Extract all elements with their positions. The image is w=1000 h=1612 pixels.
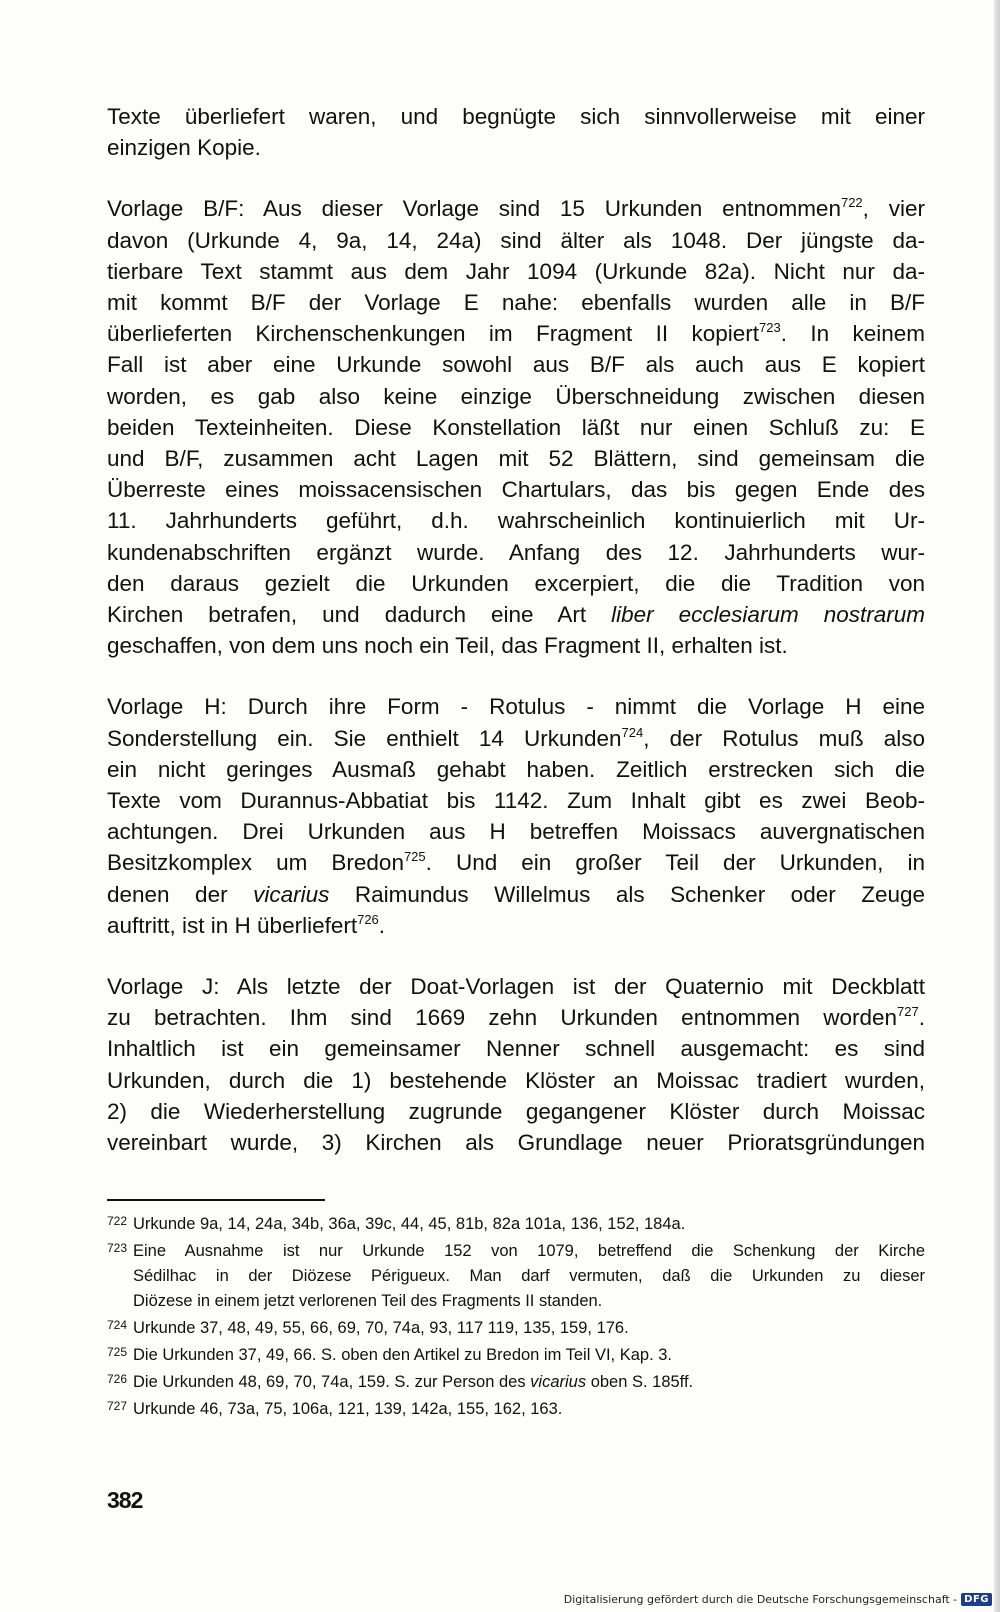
text-line: [107, 910, 925, 941]
text-line: ein nicht geringes Ausmaß gehabt haben. Zeitlich erstrecken sich die: [107, 756, 925, 782]
footnote-line: Diözese in einem jetzt verlorenen Teil des Fragments II standen.: [133, 1292, 603, 1310]
text-run: überlieferten Kirchenschenkungen im Fragment II kopiert: [107, 321, 760, 347]
paragraph: [107, 193, 925, 661]
text-line: 11. Jahrhunderts geführt, d.h. wahrscheinlich kontinuierlich mit Ur-: [107, 508, 925, 534]
footnote-line: Urkunde 9a, 14, 24a, 34b, 36a, 39c, 44, 45, 81b, 82a 101a, 136, 152, 184a.: [133, 1215, 686, 1233]
text-line: [107, 193, 925, 224]
text-run: , der Rotulus muß also: [643, 725, 925, 751]
text-line: achtungen. Drei Urkunden aus H betreffen Moissacs auvergnatischen: [107, 819, 925, 845]
text-run: .: [378, 912, 386, 938]
text-line: [107, 879, 925, 910]
footnote-text: [133, 1343, 925, 1368]
footnote-line: Die Urkunden 37, 49, 66. S. oben den Artikel zu Bredon im Teil VI, Kap. 3.: [133, 1346, 673, 1364]
text-line: Texte vom Durannus-Abbatiat bis 1142. Zum Inhalt gibt es zwei Beob-: [107, 788, 925, 814]
italic-term: vicarius: [253, 881, 330, 907]
footnote: [107, 1370, 925, 1395]
footnote-text: [133, 1397, 925, 1422]
text-line: davon (Urkunde 4, 9a, 14, 24a) sind älter als 1048. Der jüngste da-: [107, 227, 925, 253]
footnote: [107, 1212, 925, 1237]
footnote: [107, 1239, 925, 1314]
text-run: . Und ein großer Teil der Urkunden, in: [425, 850, 925, 876]
footnote-text: [133, 1316, 925, 1341]
footnote-text: [133, 1212, 925, 1237]
text-line: Inhaltlich ist ein gemeinsamer Nenner schnell ausgemacht: es sind: [107, 1036, 925, 1062]
text-run: zu betrachten. Ihm sind 1669 zehn Urkunden entnommen worden: [107, 1005, 898, 1031]
main-text: [107, 101, 925, 1188]
footnote: [107, 1343, 925, 1368]
page-edge-shadow: [994, 0, 1000, 1612]
text-run: , vier: [862, 196, 926, 222]
text-line: Vorlage H: Durch ihre Form - Rotulus - nimmt die Vorlage H eine: [107, 694, 925, 720]
text-line: Vorlage J: Als letzte der Doat-Vorlagen ist der Quaternio mit Deckblatt: [107, 974, 925, 1000]
text-run: Raimundus Willelmus als Schenker oder Zeuge: [329, 881, 926, 907]
paragraph: [107, 971, 925, 1158]
footnote-reference: 727: [897, 1004, 919, 1020]
text-line: den daraus gezielt die Urkunden excerpiert, die die Tradition von: [107, 570, 925, 596]
text-run: oben S. 185ff.: [586, 1373, 694, 1391]
footnote-line: Eine Ausnahme ist nur Urkunde 152 von 1079, betreffend die Schenkung der Kirche: [133, 1242, 925, 1260]
text-run: Besitzkomplex um Bredon: [107, 850, 404, 876]
paragraph: [107, 691, 925, 941]
footnote-line: [133, 1370, 925, 1395]
text-line: Fall ist aber eine Urkunde sowohl aus B/F als auch aus E kopiert: [107, 352, 925, 378]
footnote-line: Urkunde 46, 73a, 75, 106a, 121, 139, 142a, 155, 162, 163.: [133, 1400, 563, 1418]
digitization-banner: [564, 1593, 992, 1606]
text-line: [107, 599, 925, 630]
text-line: 2) die Wiederherstellung zugrunde gegangener Klöster durch Moissac: [107, 1098, 925, 1124]
text-run: Vorlage B/F: Aus dieser Vorlage sind 15 Urkunden entnommen: [107, 196, 841, 222]
footnote-separator: [107, 1199, 325, 1201]
text-line: Überreste eines moissacensischen Chartulars, das bis gegen Ende des: [107, 477, 925, 503]
text-run: Sonderstellung ein. Sie enthielt 14 Urkunden: [107, 725, 622, 751]
italic-term: liber ecclesiarum nostrarum: [611, 602, 925, 628]
footnote-reference: 723: [759, 320, 781, 336]
footnote-reference: 724: [621, 724, 644, 740]
text-line: vereinbart wurde, 3) Kirchen als Grundlage neuer Prioratsgründungen: [107, 1130, 925, 1156]
footnote: [107, 1316, 925, 1341]
footnote-number: 724: [107, 1318, 128, 1332]
text-line: [107, 847, 925, 878]
footnotes: [107, 1212, 925, 1424]
text-run: .: [918, 1005, 925, 1031]
text-line: einzigen Kopie.: [107, 135, 261, 161]
text-run: . In keinem: [780, 321, 925, 347]
text-line: Texte überliefert waren, und begnügte sich sinnvollerweise mit einer: [107, 104, 925, 129]
page-number: 382: [107, 1487, 143, 1513]
text-line: tierbare Text stammt aus dem Jahr 1094 (Urkunde 82a). Nicht nur da-: [107, 258, 925, 284]
footnote-number: 725: [107, 1345, 128, 1359]
footnote-number: 726: [107, 1372, 128, 1386]
text-line: Urkunden, durch die 1) bestehende Klöster an Moissac tradiert wurden,: [107, 1067, 925, 1093]
text-line: mit kommt B/F der Vorlage E nahe: ebenfalls wurden alle in B/F: [107, 290, 925, 316]
text-run: Kirchen betrafen, und dadurch eine Art: [107, 602, 612, 628]
text-run: Die Urkunden 48, 69, 70, 74a, 159. S. zur Person des: [133, 1373, 531, 1391]
dfg-logo-icon: DFG: [961, 1593, 992, 1606]
italic-term: vicarius: [530, 1373, 587, 1391]
footnote-number: 722: [107, 1214, 128, 1228]
footnote-reference: 725: [403, 849, 426, 865]
footnote: [107, 1397, 925, 1422]
footnote-line: Sédilhac in der Diözese Périgueux. Man darf vermuten, daß die Urkunden zu dieser: [133, 1267, 925, 1285]
text-line: kundenabschriften ergänzt wurde. Anfang des 12. Jahrhunderts wur-: [107, 539, 925, 565]
text-line: geschaffen, von dem uns noch ein Teil, das Fragment II, erhalten ist.: [107, 633, 788, 659]
footnote-line: Urkunde 37, 48, 49, 55, 66, 69, 70, 74a, 93, 117 119, 135, 159, 176.: [133, 1319, 629, 1337]
text-line: beiden Texteinheiten. Diese Konstellation läßt nur einen Schluß zu: E: [107, 414, 925, 440]
footnote-number: 723: [107, 1241, 128, 1255]
paragraph: [107, 101, 925, 163]
footnote-text: [133, 1370, 925, 1395]
text-line: [107, 318, 925, 349]
footnote-reference: 722: [840, 195, 863, 211]
text-run: auftritt, ist in H überliefert: [107, 912, 358, 938]
footnote-text: [133, 1239, 925, 1314]
text-line: und B/F, zusammen acht Lagen mit 52 Blättern, sind gemeinsam die: [107, 446, 925, 472]
text-line: [107, 723, 925, 754]
banner-text: Digitalisierung gefördert durch die Deutsche Forschungsgemeinschaft -: [563, 1593, 958, 1606]
text-line: [107, 1002, 925, 1033]
text-run: denen der: [107, 881, 254, 907]
footnote-number: 727: [107, 1399, 128, 1413]
footnote-reference: 726: [357, 911, 379, 927]
text-line: worden, es gab also keine einzige Überschneidung zwischen diesen: [107, 383, 925, 409]
